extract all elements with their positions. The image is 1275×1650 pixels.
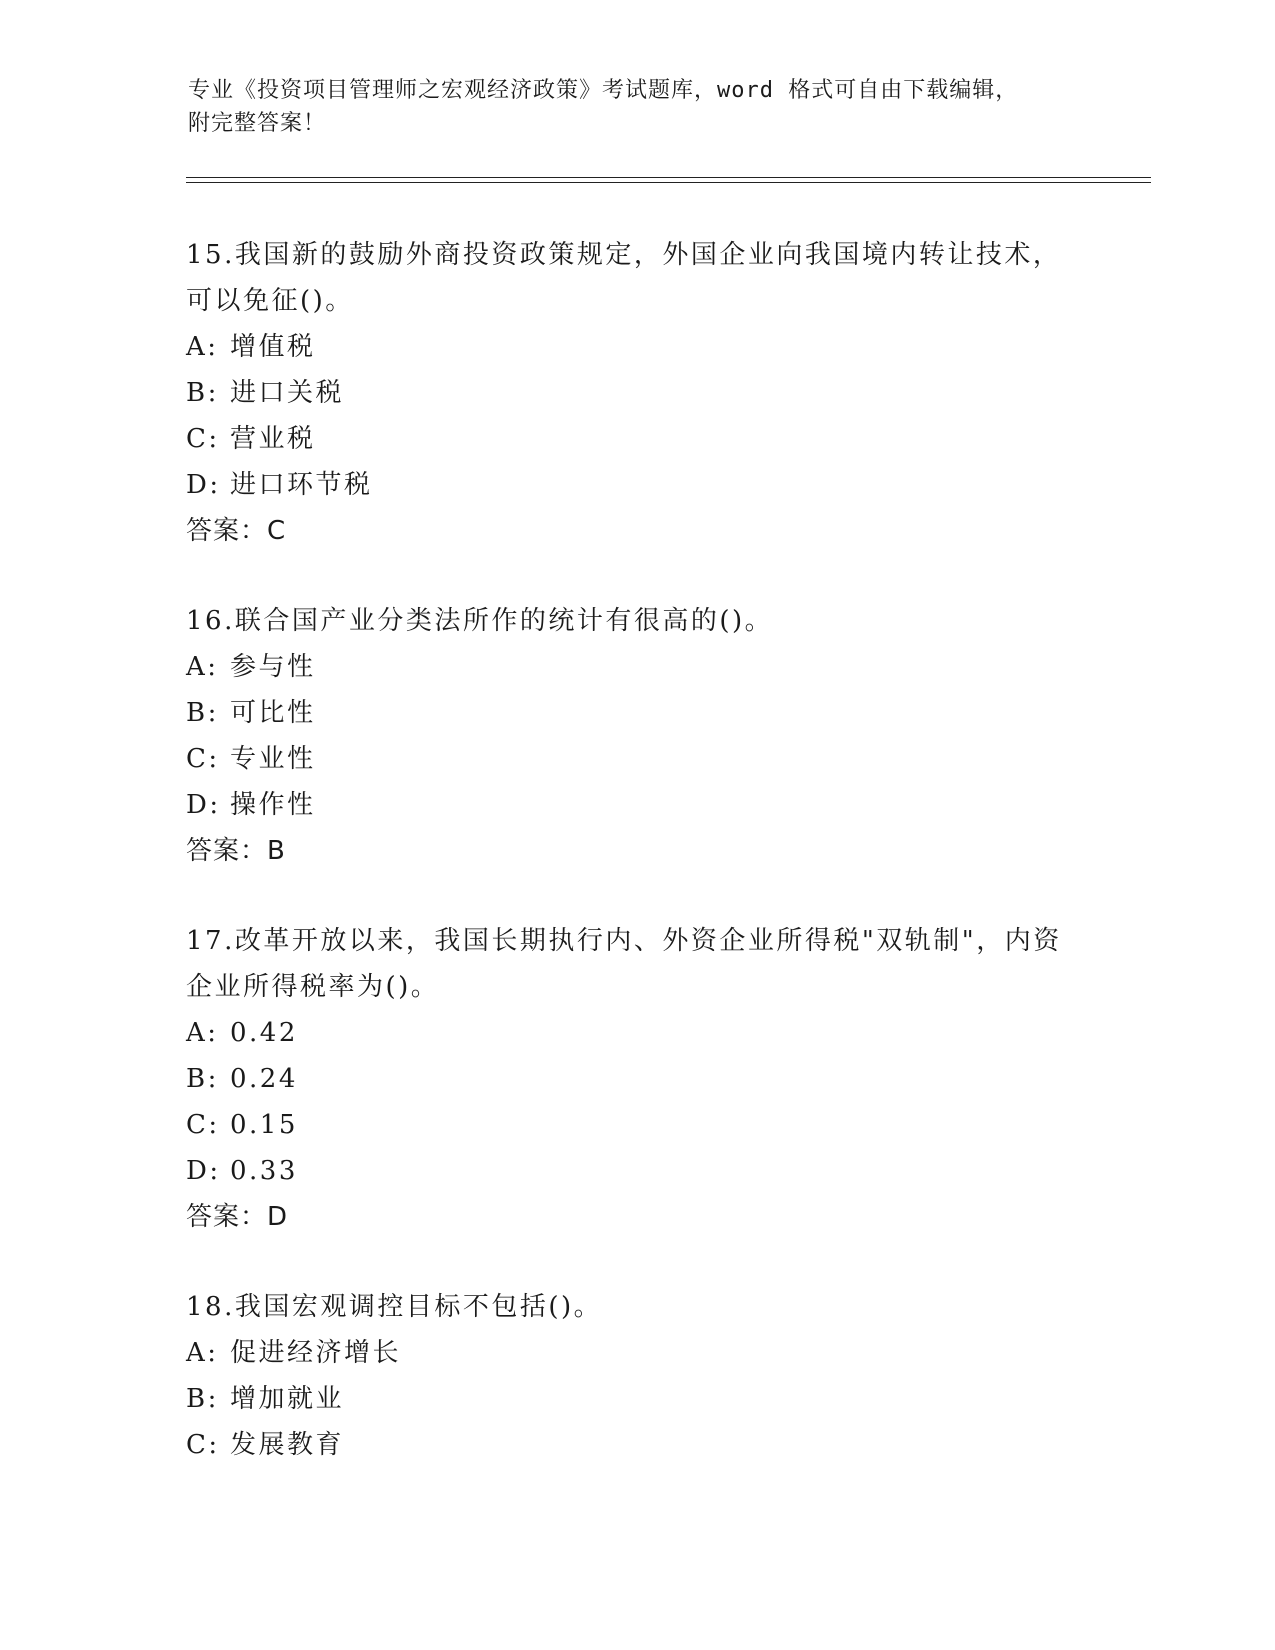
- question-stem-line-1: 16.联合国产业分类法所作的统计有很高的()。: [186, 606, 774, 636]
- option-c: [186, 416, 1086, 462]
- option-text: 0.24: [230, 1064, 298, 1094]
- option-letter: C:: [186, 744, 220, 774]
- option-d: [186, 462, 1086, 508]
- header-line-1: 专业《投资项目管理师之宏观经济政策》考试题库，word 格式可自由下载编辑，: [188, 78, 1019, 103]
- option-text: 进口关税: [230, 378, 345, 408]
- option-letter: C:: [186, 1430, 220, 1460]
- option-text: 促进经济增长: [230, 1338, 402, 1368]
- answer: 答案：C: [186, 516, 287, 546]
- question-stem-line-1: 17.改革开放以来，我国长期执行内、外资企业所得税"双轨制"，内资: [186, 926, 1062, 956]
- option-letter: C:: [186, 424, 220, 454]
- option-text: 增值税: [230, 332, 316, 362]
- option-text: 进口环节税: [230, 470, 373, 500]
- option-letter: A:: [186, 1338, 219, 1368]
- option-text: 增加就业: [230, 1384, 345, 1414]
- option-text: 0.42: [230, 1018, 298, 1048]
- option-text: 营业税: [230, 424, 316, 454]
- question-stem-line-2: 可以免征()。: [186, 286, 354, 316]
- option-letter: B:: [186, 1384, 219, 1414]
- option-text: 可比性: [230, 698, 316, 728]
- option-text: 参与性: [230, 652, 316, 682]
- question-17: [186, 918, 1086, 1240]
- option-d: [186, 782, 1086, 828]
- option-text: 0.15: [230, 1110, 298, 1140]
- header-divider-bottom: [186, 182, 1151, 183]
- option-text: 操作性: [230, 790, 316, 820]
- option-letter: B:: [186, 1064, 219, 1094]
- answer: 答案：D: [186, 1202, 289, 1232]
- option-letter: B:: [186, 698, 219, 728]
- question-15: [186, 232, 1086, 554]
- option-letter: A:: [186, 332, 219, 362]
- option-letter: A:: [186, 652, 219, 682]
- question-18: [186, 1284, 1086, 1468]
- option-text: 0.33: [230, 1156, 298, 1186]
- option-b: [186, 690, 1086, 736]
- option-c: [186, 736, 1086, 782]
- question-stem-line-1: 18.我国宏观调控目标不包括()。: [186, 1292, 603, 1322]
- question-stem-line-1: 15.我国新的鼓励外商投资政策规定，外国企业向我国境内转让技术，: [186, 240, 1062, 270]
- answer: 答案：B: [186, 836, 286, 866]
- option-text: 发展教育: [230, 1430, 345, 1460]
- option-letter: C:: [186, 1110, 220, 1140]
- question-16: [186, 598, 1086, 874]
- option-a: [186, 644, 1086, 690]
- option-c: [186, 1102, 1086, 1148]
- option-a: [186, 324, 1086, 370]
- option-letter: D:: [186, 1156, 221, 1186]
- question-stem-line-2: 企业所得税率为()。: [186, 972, 440, 1002]
- option-letter: D:: [186, 790, 221, 820]
- option-a: [186, 1010, 1086, 1056]
- option-letter: B:: [186, 378, 219, 408]
- header-line-2: 附完整答案！: [188, 111, 327, 136]
- option-b: [186, 1376, 1086, 1422]
- document-header: [188, 74, 1088, 140]
- option-c: [186, 1422, 1086, 1468]
- option-text: 专业性: [230, 744, 316, 774]
- header-divider-top: [186, 177, 1151, 178]
- option-letter: A:: [186, 1018, 219, 1048]
- option-a: [186, 1330, 1086, 1376]
- option-letter: D:: [186, 470, 221, 500]
- option-d: [186, 1148, 1086, 1194]
- option-b: [186, 1056, 1086, 1102]
- option-b: [186, 370, 1086, 416]
